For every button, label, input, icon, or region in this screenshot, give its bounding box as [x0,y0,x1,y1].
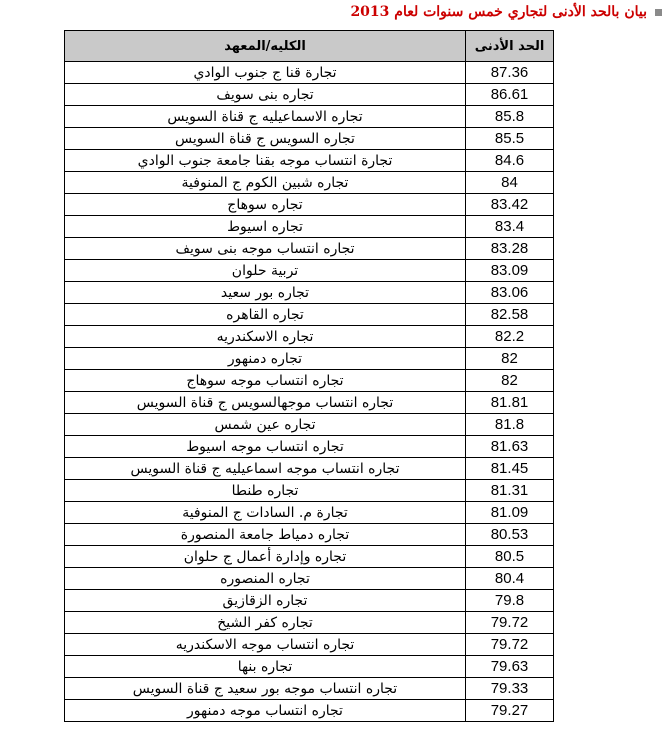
table-row [65,194,554,216]
college-name-cell: تجاره دمياط جامعة المنصورة [65,524,466,546]
table-row [65,480,554,502]
minimum-score-cell: 81.81 [466,392,554,414]
table-row [65,326,554,348]
table-row [65,436,554,458]
college-name-cell: تجاره طنطا [65,480,466,502]
college-name-cell: تجارة انتساب موجه بقنا جامعة جنوب الوادي [65,150,466,172]
table-row [65,62,554,84]
college-name-cell: تجاره دمنهور [65,348,466,370]
table-row [65,106,554,128]
college-name-cell: تجاره انتساب موجه بور سعيد ج قناة السويس [65,678,466,700]
minimum-score-cell: 82.2 [466,326,554,348]
minimum-score-cell: 83.06 [466,282,554,304]
college-name-cell: تجاره كفر الشيخ [65,612,466,634]
minimum-score-cell: 87.36 [466,62,554,84]
minimum-score-cell: 79.63 [466,656,554,678]
minimum-score-cell: 81.31 [466,480,554,502]
table-row [65,524,554,546]
table-row [65,260,554,282]
table-row [65,546,554,568]
college-name-cell: تجاره السويس ج قناة السويس [65,128,466,150]
college-name-cell: تجاره القاهره [65,304,466,326]
college-name-cell: تجاره عين شمس [65,414,466,436]
table-row [65,238,554,260]
college-name-cell: تربية حلوان [65,260,466,282]
table-row [65,370,554,392]
page-title: بيان بالحد الأدنى لتجاري خمس سنوات لعام 2013 [350,4,647,20]
college-name-cell: تجاره انتساب موجه اسماعيليه ج قناة السويس [65,458,466,480]
college-name-cell: تجاره الاسكندريه [65,326,466,348]
table-row [65,678,554,700]
college-name-cell: تجاره الاسماعيليه ج قناة السويس [65,106,466,128]
minimum-score-cell: 82.58 [466,304,554,326]
minimum-score-cell: 83.09 [466,260,554,282]
college-name-cell: تجاره بنها [65,656,466,678]
table-row [65,392,554,414]
minimum-score-cell: 85.5 [466,128,554,150]
college-name-cell: تجاره الزقازيق [65,590,466,612]
minimum-score-cell: 81.09 [466,502,554,524]
college-name-cell: تجاره شبين الكوم ج المنوفية [65,172,466,194]
minimum-score-cell: 82 [466,348,554,370]
college-name-cell: تجاره انتساب موجهالسويس ج قناة السويس [65,392,466,414]
table-row [65,414,554,436]
minimum-score-cell: 79.72 [466,612,554,634]
minimum-score-cell: 83.28 [466,238,554,260]
table-row [65,150,554,172]
table-body [65,62,554,722]
table-row [65,656,554,678]
college-name-cell: تجارة قنا ج جنوب الوادي [65,62,466,84]
minimum-score-cell: 80.53 [466,524,554,546]
college-name-cell: تجاره انتساب موجه دمنهور [65,700,466,722]
college-name-cell: تجاره بور سعيد [65,282,466,304]
table-row [65,216,554,238]
college-name-cell: تجاره اسيوط [65,216,466,238]
minimum-score-cell: 81.8 [466,414,554,436]
header-minimum-score: الحد الأدنى [466,31,554,62]
minimum-score-cell: 80.4 [466,568,554,590]
college-name-cell: تجاره انتساب موجه اسيوط [65,436,466,458]
minimum-score-cell: 79.33 [466,678,554,700]
college-name-cell: تجارة م. السادات ج المنوفية [65,502,466,524]
minimum-score-cell: 83.42 [466,194,554,216]
table-header-row [65,31,554,62]
minimum-score-cell: 81.63 [466,436,554,458]
minimum-scores-table [64,30,554,722]
minimum-score-cell: 81.45 [466,458,554,480]
minimum-score-cell: 79.72 [466,634,554,656]
college-name-cell: تجاره وإدارة أعمال ج حلوان [65,546,466,568]
college-name-cell: تجاره انتساب موجه بنى سويف [65,238,466,260]
square-bullet-icon [655,9,662,16]
college-name-cell: تجاره بنى سويف [65,84,466,106]
table-row [65,568,554,590]
college-name-cell: تجاره انتساب موجه الاسكندريه [65,634,466,656]
minimum-score-cell: 83.4 [466,216,554,238]
minimum-score-cell: 85.8 [466,106,554,128]
table-row [65,590,554,612]
minimum-score-cell: 84 [466,172,554,194]
minimum-score-cell: 79.8 [466,590,554,612]
table-row [65,304,554,326]
table-row [65,348,554,370]
table-row [65,502,554,524]
table-row [65,128,554,150]
minimum-score-cell: 82 [466,370,554,392]
page-heading [350,2,662,22]
table-row [65,282,554,304]
college-name-cell: تجاره المنصوره [65,568,466,590]
table-row [65,172,554,194]
minimum-score-cell: 79.27 [466,700,554,722]
college-name-cell: تجاره سوهاج [65,194,466,216]
minimum-score-cell: 86.61 [466,84,554,106]
minimum-score-cell: 84.6 [466,150,554,172]
table-row [65,612,554,634]
college-name-cell: تجاره انتساب موجه سوهاج [65,370,466,392]
table-row [65,700,554,722]
minimum-score-cell: 80.5 [466,546,554,568]
header-college: الكليه/المعهد [65,31,466,62]
table-row [65,458,554,480]
table-row [65,634,554,656]
table-row [65,84,554,106]
